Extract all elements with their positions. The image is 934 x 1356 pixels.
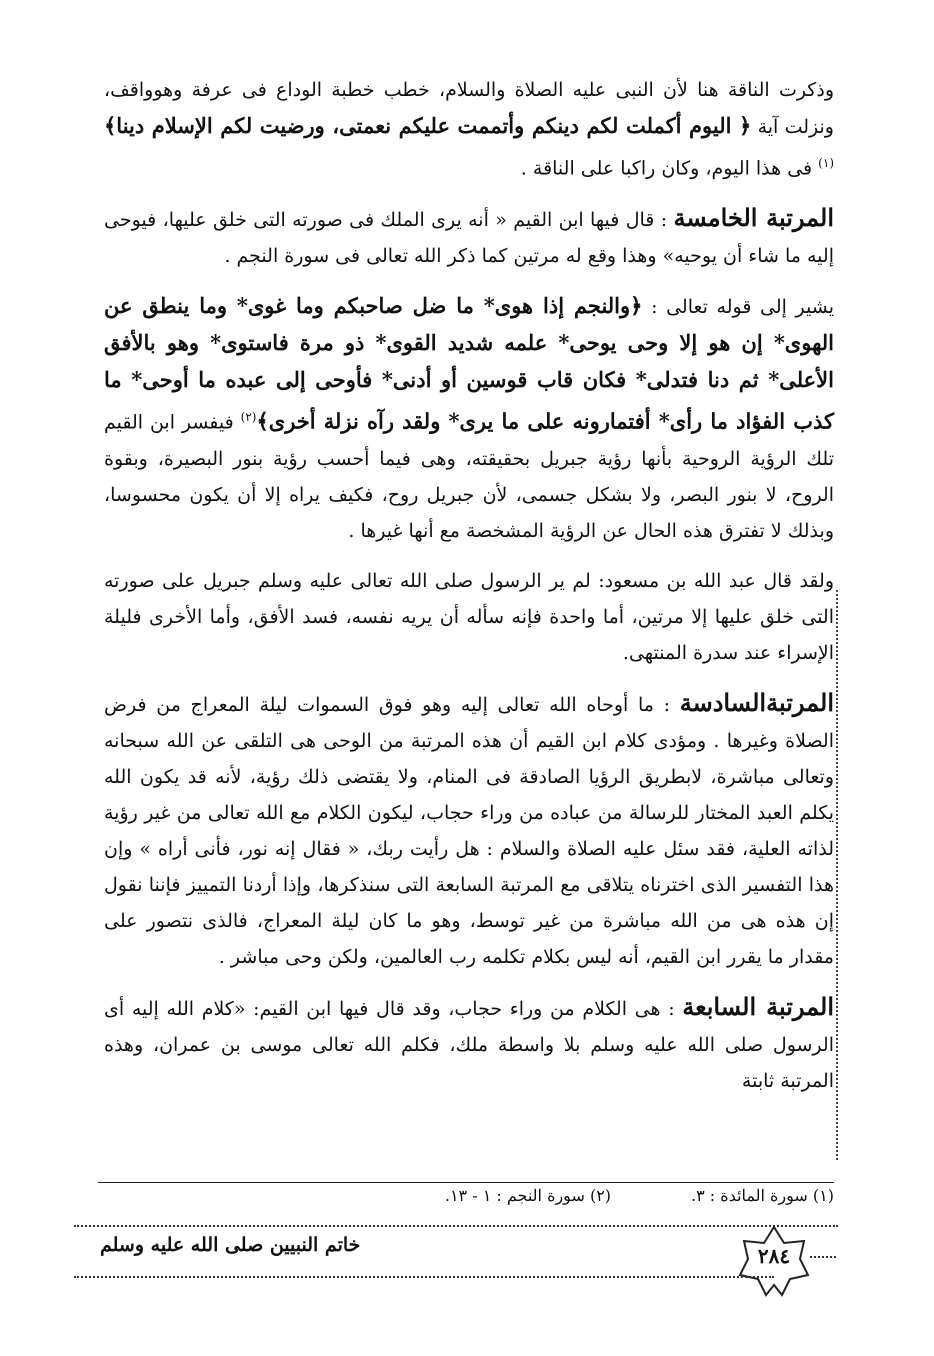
paragraph-5-body: : ما أوحاه الله تعالى إليه وهو فوق السموات ليلة المعراج من فرض الصلاة وغيرها . ومؤدى كلام ابن القيم أن هذه المرتبة من الوحى هى التلقى عن الله سبحانه وتعالى مباشرة، لابطريق الرؤيا الصادقة فى المنام، ولا يقتضى ذلك رؤية، لأنه قد يكون الله يكلم العبد المختار للرسالة من عباده من وراء حجاب، ليكون الكلام مع الله تعالى من غير رؤية لذاته العلية، فقد سئل عليه الصلاة والسلام : هل رأيت ربك، « فقال إنه نور، فأنى أراه » وإن هذا التفسير الذى اخترناه يتلاقى مع المرتبة السابعة التى سنذكرها، وإذا أردنا التمييز فإننا نقول إن هذه هى من الله مباشرة من غير توسط، وهو ما كان ليلة المعراج، فالذى نتصور على مقدار ما يقرر ابن القيم، أنه ليس بكلام تكلمه رب العالمين، ولكن وحى مباشر . [104, 693, 834, 968]
heading-seventh-rank: المرتبة السابعة [682, 991, 835, 1021]
footnote-ref-2: (٢) [240, 410, 257, 425]
footnote-ref-1: (١) [818, 156, 834, 170]
margin-dotted-line [836, 590, 838, 1160]
footer-top-rule [74, 1225, 838, 1227]
heading-fifth-rank: المرتبة الخامسة [673, 203, 834, 233]
footnotes [98, 1186, 834, 1205]
paragraph-2-body: : قال فيها ابن القيم « أنه يرى الملك فى صورته التى خلق عليها، فيوحى إليه ما شاء أن يوحيه» وهذا وقع له مرتين كما ذكر الله تعالى فى سورة النجم . [104, 209, 834, 268]
paragraph-4-body: ولقد قال عبد الله بن مسعود: لم ير الرسول صلى الله تعالى عليه وسلم جبريل على صورته التى خلق عليها إلا مرتين، أما واحدة فإنه سأله أن يريه نفسه، فسد الأفق، وأما الأخرى فليلة الإسراء عند سدرة المنتهى. [104, 569, 834, 664]
paragraph-1-verse: ﴿ اليوم أكملت لكم دينكم وأتممت عليكم نعمتى، ورضيت لكم الإسلام دينا﴾ [104, 113, 752, 138]
footnote-2: (٢) سورة النجم : ١ - ١٣. [444, 1186, 612, 1205]
footer-bottom-rule [74, 1276, 774, 1278]
paragraph-3-verse: ﴿والنجم إذا هوى* ما ضل صاحبكم وما غوى* وما ينطق عن الهوى* إن هو إلا وحى يوحى* علمه شديد القوى* ذو مرة فاستوى* وهو بالأفق الأعلى* ثم دنا فتدلى* فكان قاب قوسين أو أدنى* فأوحى إلى عبده ما أوحى* ما كذب الفؤاد ما رأى* أفتمارونه على ما يرى* ولقد رآه نزلة أخرى﴾ [104, 293, 834, 434]
footnote-1: (١) سورة المائدة : ٣. [691, 1186, 834, 1205]
paragraph-6-body: : هى الكلام من وراء حجاب، وقد قال فيها ابن القيم: «كلام الله إليه أى الرسول صلى الله عليه وسلم بلا واسطة ملك، فكلم الله تعالى موسى بن عمران، وهذه المرتبة ثابتة [104, 997, 834, 1092]
paragraph-6 [104, 989, 834, 1099]
page-number: ٢٨٤ [757, 1244, 791, 1268]
paragraph-3-tail: فيفسر ابن القيم تلك الرؤية الروحية بأنها رؤية جبريل بحقيقته، وهى فيما أحسب رؤية بنور البصيرة، وبقوة الروح، لا بنور البصر، ولا بشكل جسمى، لأن جبريل روح، فكيف يراه إلا أن يكون محسوسا، وبذلك لا تفترق هذه الحال عن الرؤية المشخصة مع أنها غيرها . [104, 411, 834, 542]
footer-right-rule [810, 1256, 836, 1258]
running-footer-title: خاتم النبيين صلى الله عليه وسلم [100, 1234, 361, 1256]
paragraph-3-body: يشير إلى قوله تعالى : [642, 296, 835, 319]
paragraph-4 [104, 563, 834, 671]
main-text [104, 72, 834, 1113]
paragraph-1 [104, 72, 834, 186]
footnote-separator [98, 1182, 834, 1183]
paragraph-5 [104, 685, 834, 975]
heading-sixth-rank: المرتبةالسادسة [679, 687, 834, 717]
paragraph-1-tail: فى هذا اليوم، وكان راكبا على الناقة . [520, 157, 819, 180]
paragraph-2 [104, 200, 834, 274]
paragraph-3 [104, 288, 834, 548]
paragraph-1-body: وذكرت الناقة هنا لأن النبى عليه الصلاة والسلام، خطب خطبة الوداع فى عرفة وهوواقف، ونزلت آية [104, 79, 834, 138]
